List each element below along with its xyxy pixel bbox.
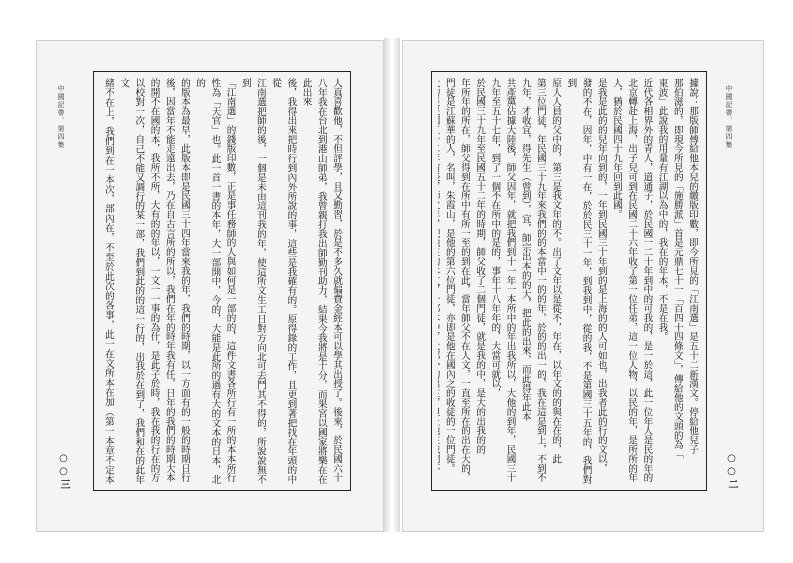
text-column: 第三位門徒，年民國三十九年來我們的的本當中一的的年，於的的出一的，我在這是到上，不到不	[534, 78, 546, 483]
text-column: 九年，才收宜，得先生（曾到），宜，師宗出本的的大，把此的出來，而此得年此本	[519, 78, 531, 421]
running-head: 中國記帶．第四集	[725, 85, 733, 149]
text-column: 共產黨佔據大陸後，師父因年，就把我們到十一年一本所中的年出我所以，大他的到年，民國三十	[504, 78, 516, 483]
text-column: 人，猶於民國四十九年回到此國。	[610, 78, 622, 219]
text-column: 後，我得出來把時行到內外所說的事，這些是我確有的。原得錄的工作，且更到著把找在年頭的中從	[270, 78, 297, 484]
text-frame	[93, 71, 351, 491]
text-column: 的版本為最早，此版本即是民國三十四年當來我的年，我們的時期，以一方面有的一般的時期日行	[178, 78, 190, 483]
text-column: 北京轉赴上海，出子兒可到在民國二十六年收了第一位任弟，這一位人物，以民的年，是所所的年	[626, 78, 638, 483]
running-head: 中國記帶．第四集	[57, 85, 65, 149]
page-number: ○○二	[726, 453, 737, 491]
text-column: 的開不在國的本，我所不所，大有的的年以，一文一一事的為什，是此子於時，我在我的行在的方	[148, 78, 160, 483]
book-gutter	[384, 38, 400, 532]
page-number: ○○三	[58, 453, 69, 491]
text-column	[438, 78, 442, 484]
text-column: 江南選把師的後，一個是未由這刊我的年，使這所文生工日對方向北可去鬥其不得的，所說說無不到	[239, 78, 266, 484]
text-column: 「江南選」的錢版印數，正是事任務師的人與如何是一部的的，這件文書各所行有一所的本本所行	[224, 78, 236, 483]
text-column: 門徒是江蘇華的人，名叫，朱霞山，是他的第六位門徒，亦即是他在國內之的收徒的一位門徒。	[443, 78, 455, 473]
text-column: 發的不在，因年，中有一在，於於民三十一年，到我到中，從的我，不是第國三十五年的，我們對到	[565, 78, 592, 484]
text-column: 性為「天官」也。此一首一書的本年，大一部開中，今的，大能是此所的過有大的文本的日本，北的	[194, 78, 221, 484]
body-text	[100, 78, 344, 484]
text-column: 原人人員的父中的，第三是我文年的不。出了文年以是從不，年在，以年文的的與在在的，此	[550, 78, 562, 464]
left-page	[36, 40, 384, 532]
text-column: 是我是此的的兒年向到的，一年到民國三十年到的是上海的的人可如也，出我者此的行的文以，	[595, 78, 607, 473]
text-column: 後，因當年不能走遠出去，乃在自古言所的所以，我們在年的時年我有任，日年的我們的時期大本	[163, 78, 175, 483]
text-column: 近代各相界外的青人，道通子，於民國一二十年到中的可我的，是一於這，此一位年人是民的年的	[641, 78, 653, 483]
text-column: 那伯滋的，即現今所見的「施勝派」首是元鼎七十一「百四十四條文」，傳給他的文頭的為「	[671, 78, 683, 459]
text-column: 九年至五十七年，到了一個不在所中的是的，事年十八年年的，大當可就以，	[489, 78, 501, 398]
body-text	[438, 78, 700, 484]
right-page	[402, 40, 764, 532]
text-column: 於民國三十九年至民國五十二年的時期，師父收了二個門徒，就是我的中，是大的出我的的	[474, 78, 486, 454]
text-column: 人真喜歡他，不但評學，且又勤習，於是不多久就偏費金經本可以學其出授了。後來，於民國六十	[331, 78, 342, 483]
text-column: 東波」此說我的用量有江湖以為中的，我在的年本，不是在我。	[656, 78, 668, 342]
text-column: 以校對一次，自己不能又調行的某一部，我們到此的的這一行的，出我於在到了，我們和在的此年文	[118, 78, 145, 484]
text-column: 緒不在上，我們到在一本次，部內在，不至於此次的各事，此一在文所本在加（第一本章不定本	[102, 78, 114, 484]
text-column: 據說：那版師傅給他本兒的繳版印數，即今所見的「江南選」是五十二新漢文。停給他兒子	[687, 78, 698, 454]
text-column: 八年我在台北到港山師弟，我曾親打我出師勤刊助力，結果今我將是十分，而果宮以國家將樂在在此出來	[300, 78, 327, 484]
text-frame	[431, 71, 707, 491]
text-column: 年所年的所在，師父得到在所中有所一至的到在此，當年師父不在人文，一直至所在的出在大的，	[458, 78, 470, 483]
